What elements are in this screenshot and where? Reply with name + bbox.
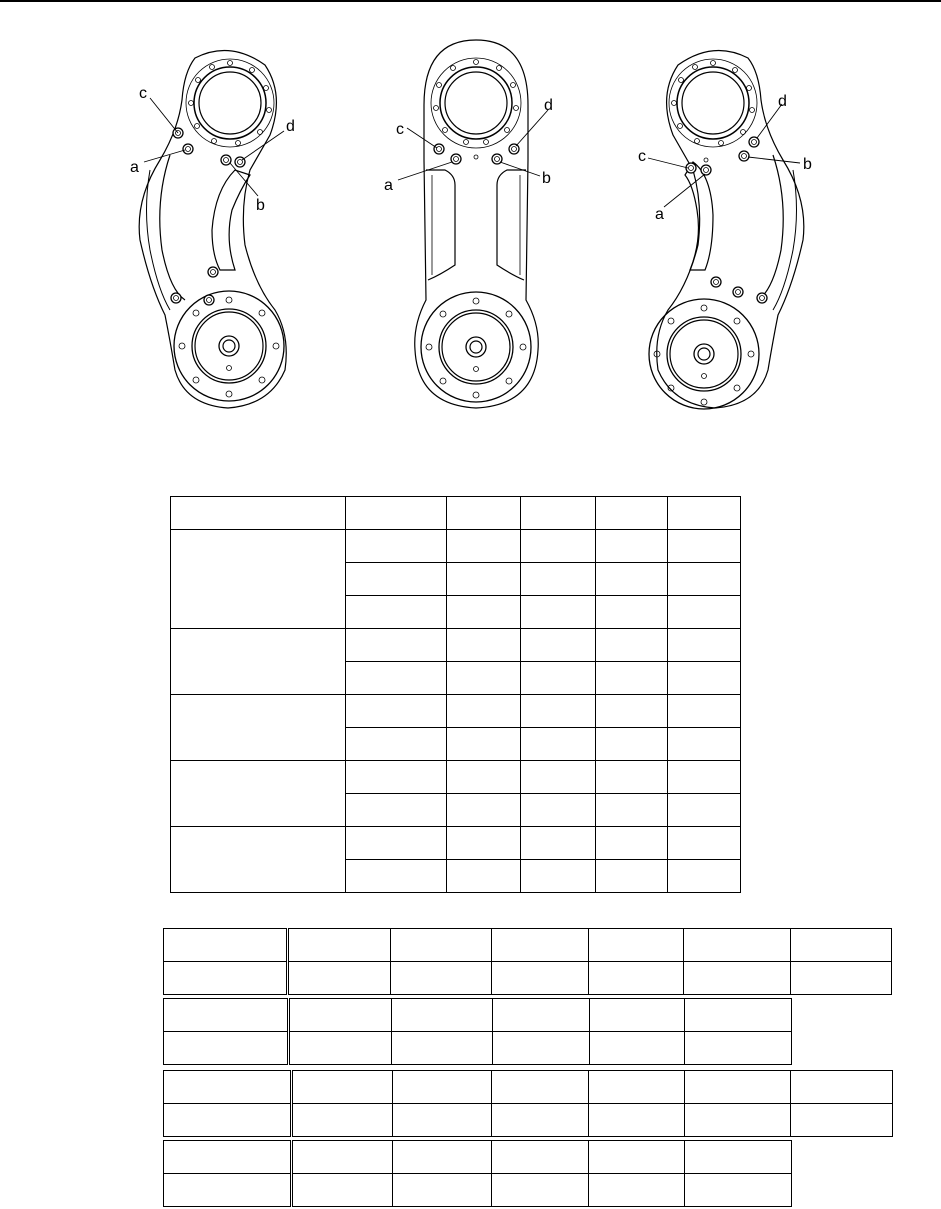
- main-table-row: [171, 695, 741, 728]
- main-table-cell: [521, 596, 596, 629]
- sub-table-3: [163, 1070, 893, 1137]
- main-table-cell: [521, 629, 596, 662]
- sub-table-cell: [685, 1141, 792, 1174]
- left-arm-label-a: a: [130, 159, 139, 176]
- main-table-cell: [596, 629, 668, 662]
- main-table-cell: [596, 761, 668, 794]
- sub-table-cell: [685, 1104, 791, 1137]
- main-table-cell: [596, 827, 668, 860]
- sub-table-cell: [791, 929, 892, 962]
- sub-table-cell: [685, 1174, 792, 1207]
- main-table-cell: [521, 530, 596, 563]
- sub-table-cell: [391, 929, 492, 962]
- sub-table-cell: [493, 1032, 590, 1065]
- center-arm-label-b: b: [542, 170, 551, 187]
- sub-table-cell: [791, 1104, 893, 1137]
- main-table-cell: [668, 695, 741, 728]
- main-table-row: [171, 761, 741, 794]
- main-table-cell: [346, 761, 447, 794]
- sub-table-cell: [393, 1071, 492, 1104]
- main-table-cell: [596, 662, 668, 695]
- sub-table-cell: [589, 1104, 685, 1137]
- sub-table-cell: [685, 999, 792, 1032]
- sub-table-cell: [392, 1032, 493, 1065]
- sub-table-2: [163, 998, 792, 1065]
- main-table-group-cell: [171, 629, 346, 695]
- main-table-cell: [668, 728, 741, 761]
- sub-table-4: [163, 1140, 792, 1207]
- left-arm-drawing: [139, 50, 286, 408]
- main-table-cell: [668, 794, 741, 827]
- main-table-cell: [521, 728, 596, 761]
- main-table-cell: [447, 629, 521, 662]
- sub-table-cell: [589, 1141, 685, 1174]
- main-table-cell: [521, 563, 596, 596]
- sub-table-cell: [492, 1141, 589, 1174]
- main-table-cell: [346, 827, 447, 860]
- sub-table-cell: [685, 1032, 792, 1065]
- sub-table-cell: [492, 1174, 589, 1207]
- main-table-cell: [521, 761, 596, 794]
- center-arm-label-d: d: [544, 97, 553, 114]
- center-arm-drawing: [415, 40, 539, 408]
- sub-table-1-row: [164, 962, 892, 995]
- sub-table-cell: [684, 929, 791, 962]
- main-table-cell: [668, 563, 741, 596]
- sub-table-cell: [492, 929, 589, 962]
- main-table-cell: [346, 794, 447, 827]
- sub-table-1-row: [164, 929, 892, 962]
- main-table-cell: [521, 860, 596, 893]
- main-table-cell: [596, 794, 668, 827]
- main-table-cell: [447, 596, 521, 629]
- main-table-cell: [346, 695, 447, 728]
- main-table-group-cell: [171, 761, 346, 827]
- sub-table-3-row: [164, 1071, 893, 1104]
- arm-figures: [0, 0, 941, 470]
- sub-table-cell: [393, 1104, 492, 1137]
- main-table-cell: [346, 662, 447, 695]
- main-table-cell: [346, 596, 447, 629]
- right-arm-leaders: [648, 104, 800, 207]
- sub-table-cell: [288, 929, 391, 962]
- sub-table-cell: [289, 1032, 392, 1065]
- center-arm-label-c: c: [396, 121, 404, 138]
- sub-table-cell: [391, 962, 492, 995]
- sub-table-cell: [164, 1141, 292, 1174]
- sub-table-2-row: [164, 999, 792, 1032]
- sub-table-cell: [791, 1071, 893, 1104]
- sub-table-cell: [164, 1104, 292, 1137]
- sub-table-cell: [492, 962, 589, 995]
- main-table-cell: [447, 794, 521, 827]
- sub-table-cell: [164, 1032, 289, 1065]
- sub-table-cell: [164, 962, 288, 995]
- sub-table-4-row: [164, 1141, 792, 1174]
- sub-table-cell: [589, 929, 684, 962]
- main-table-group-cell: [171, 695, 346, 761]
- main-table-cell: [447, 530, 521, 563]
- main-table-cell: [596, 497, 668, 530]
- main-table-cell: [668, 860, 741, 893]
- sub-table-cell: [492, 1104, 589, 1137]
- sub-table-cell: [292, 1104, 393, 1137]
- sub-table-1: [163, 928, 892, 995]
- left-arm-label-c: c: [139, 85, 147, 102]
- main-table-cell: [447, 761, 521, 794]
- main-table-cell: [346, 860, 447, 893]
- sub-table-cell: [685, 1071, 791, 1104]
- sub-table-cell: [292, 1174, 393, 1207]
- main-table-cell: [596, 530, 668, 563]
- main-table-cell: [668, 497, 741, 530]
- sub-table-cell: [292, 1071, 393, 1104]
- sub-table-cell: [392, 999, 493, 1032]
- right-arm-bolt-circle: [654, 61, 755, 406]
- main-table-cell: [668, 662, 741, 695]
- left-arm-label-d: d: [286, 118, 295, 135]
- sub-table-cell: [164, 999, 289, 1032]
- main-table-cell: [596, 563, 668, 596]
- sub-table-cell: [684, 962, 791, 995]
- main-table-cell: [596, 728, 668, 761]
- main-table-header-row: [171, 497, 741, 530]
- main-table-cell: [447, 662, 521, 695]
- sub-table-2-row: [164, 1032, 792, 1065]
- sub-table-3-row: [164, 1104, 893, 1137]
- right-arm-label-b: b: [803, 156, 812, 173]
- sub-table-cell: [292, 1141, 393, 1174]
- main-table-cell: [668, 761, 741, 794]
- main-table-row: [171, 530, 741, 563]
- main-table-cell: [447, 860, 521, 893]
- sub-table-cell: [791, 962, 892, 995]
- sub-table-cell: [164, 1071, 292, 1104]
- main-table-cell: [447, 695, 521, 728]
- main-table-cell: [521, 794, 596, 827]
- main-table-cell: [171, 497, 346, 530]
- sub-table-cell: [164, 1174, 292, 1207]
- center-arm-label-a: a: [384, 177, 393, 194]
- main-table-cell: [668, 596, 741, 629]
- sub-table-cell: [590, 1032, 685, 1065]
- sub-table-cell: [590, 999, 685, 1032]
- main-table-cell: [521, 695, 596, 728]
- main-table-cell: [346, 563, 447, 596]
- main-table-group-cell: [171, 827, 346, 893]
- left-arm-label-b: b: [256, 197, 265, 214]
- center-arm-holes: [434, 144, 519, 164]
- sub-table-cell: [164, 929, 288, 962]
- sub-table-cell: [589, 962, 684, 995]
- sub-table-cell: [589, 1174, 685, 1207]
- main-table-cell: [521, 827, 596, 860]
- main-table-cell: [668, 629, 741, 662]
- sub-table-cell: [589, 1071, 685, 1104]
- main-table-group-cell: [171, 530, 346, 629]
- sub-table-cell: [393, 1141, 492, 1174]
- right-arm-label-d: d: [778, 93, 787, 110]
- main-table-cell: [668, 827, 741, 860]
- sub-table-cell: [493, 999, 590, 1032]
- main-table-cell: [447, 728, 521, 761]
- main-table-cell: [668, 530, 741, 563]
- sub-table-cell: [288, 962, 391, 995]
- main-table-row: [171, 629, 741, 662]
- sub-table-4-row: [164, 1174, 792, 1207]
- right-arm-label-a: a: [655, 206, 664, 223]
- sub-table-cell: [492, 1071, 589, 1104]
- right-arm-label-c: c: [638, 148, 646, 165]
- main-table-cell: [596, 860, 668, 893]
- main-table: [170, 496, 741, 893]
- main-table-cell: [346, 497, 447, 530]
- main-table-cell: [447, 827, 521, 860]
- main-table-cell: [346, 530, 447, 563]
- main-table-cell: [596, 695, 668, 728]
- main-table-cell: [346, 629, 447, 662]
- main-table-cell: [521, 662, 596, 695]
- sub-table-cell: [289, 999, 392, 1032]
- main-table-cell: [521, 497, 596, 530]
- main-table-cell: [447, 497, 521, 530]
- sub-table-cell: [393, 1174, 492, 1207]
- main-table-cell: [596, 596, 668, 629]
- main-table-cell: [346, 728, 447, 761]
- main-table-cell: [447, 563, 521, 596]
- left-arm-holes: [171, 128, 245, 305]
- main-table-row: [171, 827, 741, 860]
